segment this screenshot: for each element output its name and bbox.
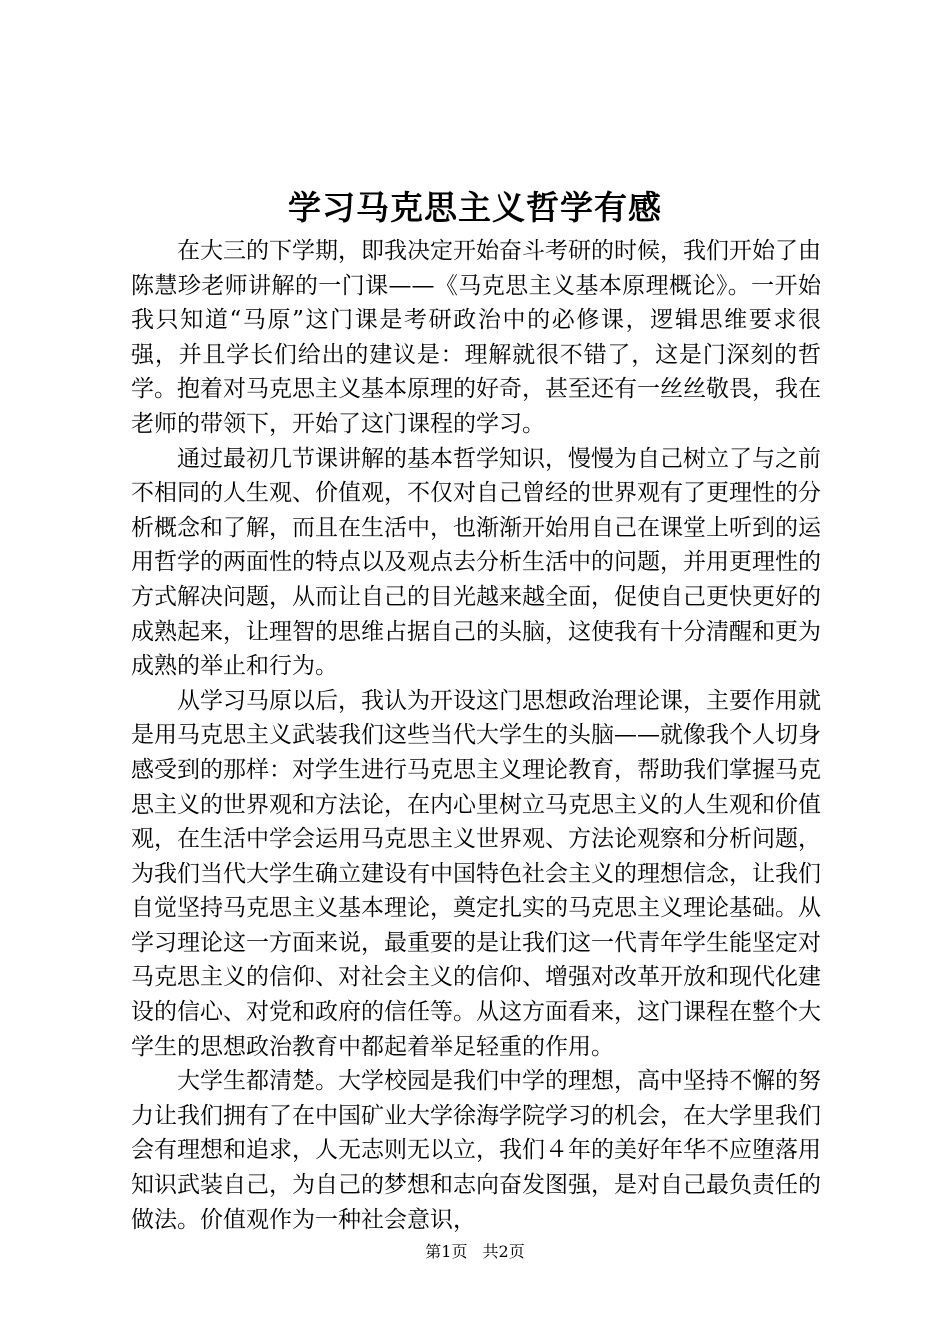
page-footer [0,1241,950,1263]
paragraph-2: 通过最初几节课讲解的基本哲学知识，慢慢为自己树立了与之前不相同的人生观、价值观，不仅对自己曾经的世界观有了更理性的分析概念和了解，而且在生活中，也渐渐开始用自己在课堂上听到的运用哲学的两面性的特点以及观点去分析生活中的问题，并用更理性的方式解决问题，从而让自己的目光越来越全面，促使自己更快更好的成熟起来，让理智的思维占据自己的头脑，这使我有十分清醒和更为成熟的举止和行为。 [131,445,821,680]
paragraph-4: 大学生都清楚。大学校园是我们中学的理想，高中坚持不懈的努力让我们拥有了在中国矿业大学徐海学院学习的机会，在大学里我们会有理想和追求，人无志则无以立，我们４年的美好年华不应堕落用知识武装自己，为自己的梦想和志向奋发图强，是对自己最负责任的做法。价值观作为一种社会意识， [131,1068,821,1233]
page-number-total: 共2页 [482,1242,525,1261]
document-title: 学习马克思主义哲学有感 [288,188,662,227]
document-body [131,234,821,1237]
paragraph-1: 在大三的下学期，即我决定开始奋斗考研的时候，我们开始了由陈慧珍老师讲解的一门课——《马克思主义基本原理概论》。一开始我只知道“马原”这门课是考研政治中的必修课，逻辑思维要求很强，并且学长们给出的建议是：理解就很不错了，这是门深刻的哲学。抱着对马克思主义基本原理的好奇，甚至还有一丝丝敬畏，我在老师的带领下，开始了这门课程的学习。 [131,238,821,437]
paragraph-3: 从学习马原以后，我认为开设这门思想政治理论课，主要作用就是用马克思主义武装我们这些当代大学生的头脑——就像我个人切身感受到的那样：对学生进行马克思主义理论教育，帮助我们掌握马克思主义的世界观和方法论，在内心里树立马克思主义的人生观和价值观，在生活中学会运用马克思主义世界观、方法论观察和分析问题，为我们当代大学生确立建设有中国特色社会主义的理想信念，让我们自觉坚持马克思主义基本理论，奠定扎实的马克思主义理论基础。从学习理论这一方面来说，最重要的是让我们这一代青年学生能坚定对马克思主义的信仰、对社会主义的信仰、增强对改革开放和现代化建设的信心、对党和政府的信任等。从这方面看来，这门课程在整个大学生的思想政治教育中都起着举足轻重的作用。 [131,687,821,1060]
page-number-current: 第1页 [425,1242,468,1261]
